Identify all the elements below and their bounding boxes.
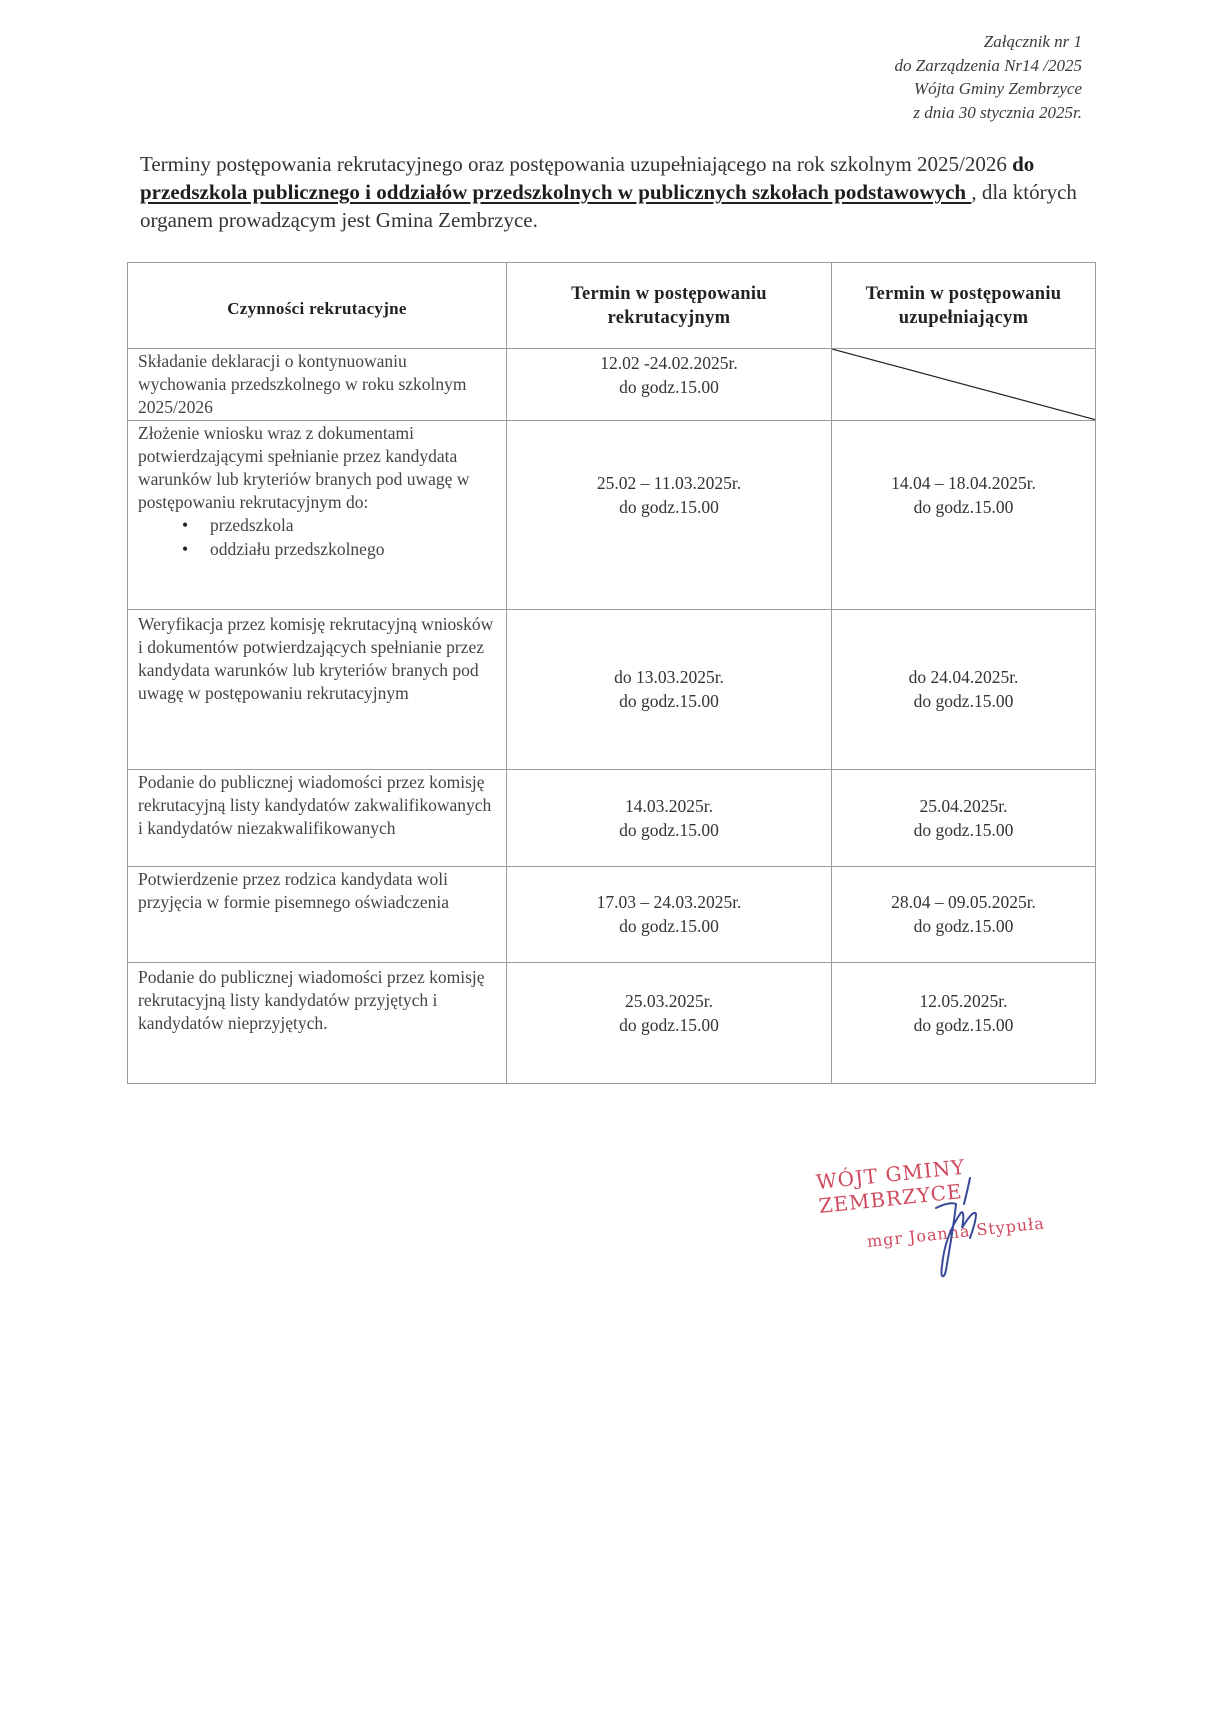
annex-header (895, 30, 1083, 124)
table-row (128, 962, 1096, 1083)
header-recruitment-term: Termin w postępowaniu rekrutacyjnym (507, 263, 832, 349)
annex-line-3: Wójta Gminy Zembrzyce (913, 79, 1082, 98)
bullet-item: • oddziału przedszkolnego (186, 538, 498, 561)
recruitment-term-cell: 25.03.2025r. do godz.15.00 (507, 962, 832, 1083)
header-activities: Czynności rekrutacyjne (128, 263, 507, 349)
diagonal-strike-icon (832, 349, 1095, 420)
schedule-table (127, 262, 1096, 1084)
table-row (128, 420, 1096, 609)
table-header-row (128, 263, 1096, 349)
bullet-item: • przedszkola (186, 514, 498, 537)
supplementary-term-cell: 14.04 – 18.04.2025r. do godz.15.00 (832, 420, 1096, 609)
supplementary-term-cell: 25.04.2025r. do godz.15.00 (832, 769, 1096, 866)
title-part-1: Terminy postępowania rekrutacyjnego oraz postępowania uzupełniającego na rok szkolnym 2025/2026 (140, 152, 1013, 176)
activity-cell: Złożenie wniosku wraz z dokumentami potwierdzającymi spełnianie przez kandydata warunków lub kryteriów branych pod uwagę w postępowaniu rekrutacyjnym do: • przedszkola • oddziału przedszkolnego (128, 420, 507, 609)
document-title (140, 150, 1080, 234)
recruitment-term-cell: 12.02 -24.02.2025r. do godz.15.00 (507, 349, 832, 421)
recruitment-term-cell: 14.03.2025r. do godz.15.00 (507, 769, 832, 866)
table-row (128, 609, 1096, 769)
recruitment-term-cell: 17.03 – 24.03.2025r. do godz.15.00 (507, 866, 832, 962)
activity-cell: Podanie do publicznej wiadomości przez komisję rekrutacyjną listy kandydatów przyjętych i kandydatów nieprzyjętych. (128, 962, 507, 1083)
supplementary-term-cell: 28.04 – 09.05.2025r. do godz.15.00 (832, 866, 1096, 962)
official-stamp (814, 1152, 1120, 1292)
activity-cell: Weryfikacja przez komisję rekrutacyjną wniosków i dokumentów potwierdzających spełnianie przez kandydata warunków lub kryteriów branych pod uwagę w postępowaniu rekrutacyjnym (128, 609, 507, 769)
bullet-list (138, 514, 498, 560)
signature-icon (930, 1174, 1000, 1284)
header-supplementary-term: Termin w postępowaniu uzupełniającym (832, 263, 1096, 349)
title-bold-underlined: przedszkola publicznego i oddziałów przedszkolnych w publicznych szkołach podstawowych (140, 180, 972, 204)
annex-line-1: Załącznik nr 1 (983, 32, 1082, 51)
annex-line-2: do Zarządzenia Nr14 /2025 (894, 55, 1082, 75)
supplementary-term-cell: 12.05.2025r. do godz.15.00 (832, 962, 1096, 1083)
stamp-name: mgr Joanna Stypuła (866, 1213, 1046, 1251)
activity-cell: Podanie do publicznej wiadomości przez komisję rekrutacyjną listy kandydatów zakwalifikowanych i kandydatów niezakwalifikowanych (128, 769, 507, 866)
title-bold-prefix: do (1012, 152, 1035, 176)
activity-cell: Składanie deklaracji o kontynuowaniu wychowania przedszkolnego w roku szkolnym 2025/2026 (128, 349, 507, 421)
table-row (128, 866, 1096, 962)
table-row (128, 349, 1096, 421)
activity-cell: Potwierdzenie przez rodzica kandydata woli przyjęcia w formie pisemnego oświadczenia (128, 866, 507, 962)
recruitment-term-cell: do 13.03.2025r. do godz.15.00 (507, 609, 832, 769)
supplementary-term-cell: do 24.04.2025r. do godz.15.00 (832, 609, 1096, 769)
recruitment-term-cell: 25.02 – 11.03.2025r. do godz.15.00 (507, 420, 832, 609)
annex-line-4: z dnia 30 stycznia 2025r. (913, 102, 1082, 122)
stamp-title: WÓJT GMINY ZEMBRZYCE (814, 1154, 967, 1218)
not-applicable-cell (832, 349, 1096, 421)
table-row (128, 769, 1096, 866)
title-part-2: , dla których organem prowadzącym jest Gmina Zembrzyce. (140, 180, 1077, 232)
